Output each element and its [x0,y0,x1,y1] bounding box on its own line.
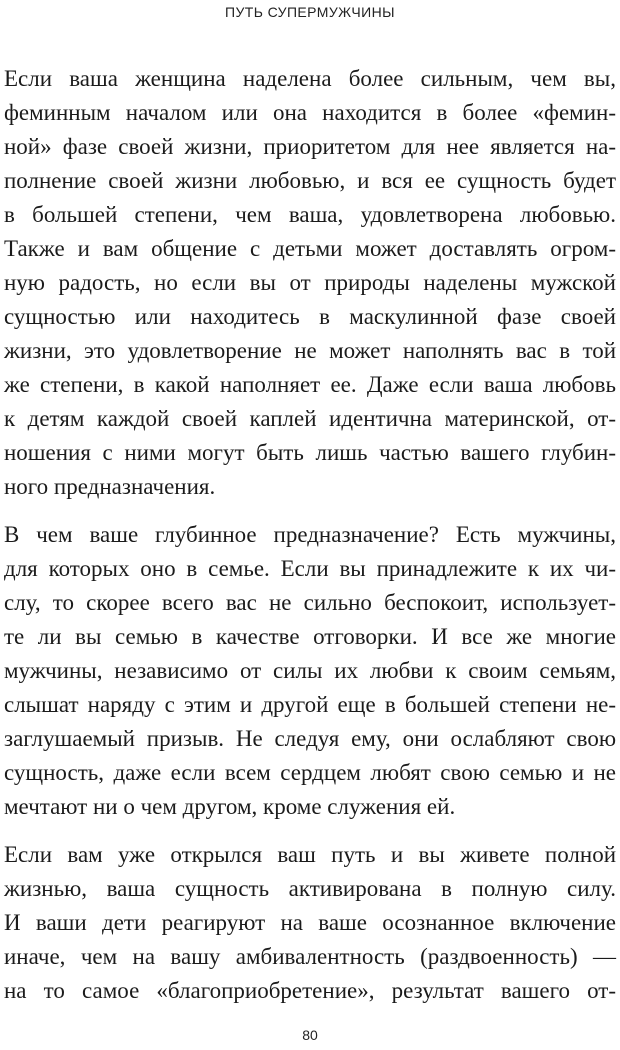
text-line: для которых оно в семье. Если вы принадлежите к их чи- [4,556,616,581]
text-line: Если ваша женщина наделена более сильным, чем вы, [4,66,616,91]
text-line: Также и вам общение с детьми может доставлять огром- [4,236,616,261]
text-line: полнение своей жизни любовью, и вся ее сущность будет [4,168,616,193]
paragraph [4,838,616,1008]
paragraph [4,518,616,824]
running-header: ПУТЬ СУПЕРМУЖЧИНЫ [225,4,395,20]
page-number: 80 [302,1027,318,1043]
text-line: В чем ваше глубинное предназначение? Есть мужчины, [4,522,616,547]
text-line: мечтают ни о чем другом, кроме служения ей. [4,794,456,819]
text-line: те ли вы семью в качестве отговорки. И все же многие [4,624,616,649]
text-line: в большей степени, чем ваша, удовлетворена любовью. [4,202,616,227]
page-body [4,62,616,1022]
text-line: ношения с ними могут быть лишь частью вашего глубин- [4,440,616,465]
text-line: жизнью, ваша сущность активирована в полную силу. [4,876,616,901]
text-line: жизни, это удовлетворение не может наполнять вас в той [4,338,616,363]
text-line: слышат наряду с этим и другой еще в большей степени не- [4,692,616,717]
text-line: на то самое «благоприобретение», результат вашего от- [4,978,616,1003]
text-line: иначе, чем на вашу амбивалентность (раздвоенность) — [4,944,616,969]
text-line: феминным началом или она находится в более «фемин- [4,100,616,125]
text-line: ного предназначения. [4,474,216,499]
text-line: сущностью или находитесь в маскулинной фазе своей [4,304,616,329]
text-line: слу, то скорее всего вас не сильно беспокоит, использует- [4,590,616,615]
text-line: мужчины, независимо от силы их любви к своим семьям, [4,658,616,683]
paragraph [4,62,616,504]
text-line: сущность, даже если всем сердцем любят свою семью и не [4,760,616,785]
text-line: И ваши дети реагируют на ваше осознанное включение [4,910,616,935]
text-line: же степени, в какой наполняет ее. Даже если ваша любовь [4,372,616,397]
text-line: к детям каждой своей каплей идентична материнской, от- [4,406,616,431]
text-line: ной» фазе своей жизни, приоритетом для нее является на- [4,134,616,159]
text-line: заглушаемый призыв. Не следуя ему, они ослабляют свою [4,726,616,751]
text-line: ную радость, но если вы от природы наделены мужской [4,270,616,295]
text-line: Если вам уже открылся ваш путь и вы живете полной [4,842,616,867]
